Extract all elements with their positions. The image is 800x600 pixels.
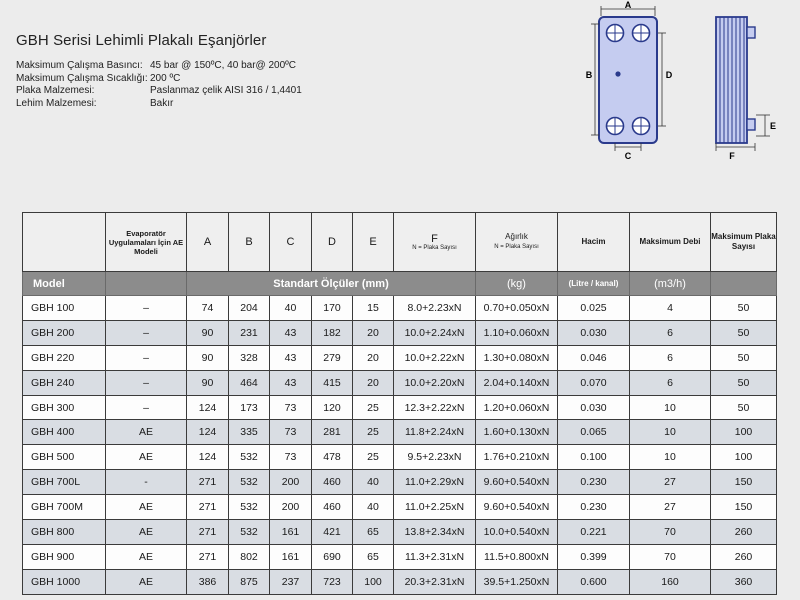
cell-f: 11.0+2.29xN	[394, 470, 476, 495]
table-row	[23, 420, 777, 445]
cell-d: 182	[312, 320, 353, 345]
header-b: B	[229, 213, 270, 272]
cell-c: 43	[270, 345, 312, 370]
cell-max-flow: 6	[630, 370, 711, 395]
cell-evaporator: AE	[106, 520, 187, 545]
spec-label: Plaka Malzemesi:	[16, 85, 95, 96]
cell-max-plates: 100	[711, 445, 777, 470]
cell-a: 74	[187, 296, 229, 321]
cell-d: 279	[312, 345, 353, 370]
cell-weight: 2.04+0.140xN	[476, 370, 558, 395]
cell-d: 460	[312, 470, 353, 495]
cell-max-plates: 50	[711, 370, 777, 395]
cell-model: GBH 500	[23, 445, 106, 470]
cell-model: GBH 220	[23, 345, 106, 370]
table-row	[23, 395, 777, 420]
cell-c: 73	[270, 445, 312, 470]
spec-row-pressure	[16, 60, 302, 73]
cell-evaporator: –	[106, 320, 187, 345]
cell-weight: 39.5+1.250xN	[476, 569, 558, 594]
cell-e: 20	[353, 345, 394, 370]
table-row	[23, 470, 777, 495]
cell-f: 9.5+2.23xN	[394, 445, 476, 470]
header-f	[394, 213, 476, 272]
cell-weight: 0.70+0.050xN	[476, 296, 558, 321]
cell-f: 11.0+2.25xN	[394, 495, 476, 520]
cell-weight: 11.5+0.800xN	[476, 544, 558, 569]
spec-value: 45 bar @ 150ºC, 40 bar@ 200ºC	[150, 60, 297, 71]
header-weight-note: N = Plaka Sayısı	[494, 244, 539, 250]
cell-c: 161	[270, 544, 312, 569]
header-weight-label: Ağırlık	[505, 232, 528, 241]
front-view	[586, 0, 673, 161]
cell-volume: 0.070	[558, 370, 630, 395]
cell-a: 271	[187, 495, 229, 520]
cell-weight: 9.60+0.540xN	[476, 470, 558, 495]
cell-f: 10.0+2.24xN	[394, 320, 476, 345]
cell-a: 271	[187, 544, 229, 569]
cell-evaporator: –	[106, 395, 187, 420]
cell-evaporator: –	[106, 345, 187, 370]
cell-max-plates: 100	[711, 420, 777, 445]
cell-d: 460	[312, 495, 353, 520]
cell-evaporator: AE	[106, 495, 187, 520]
table-row	[23, 445, 777, 470]
center-dot	[615, 71, 620, 76]
subheader-volume-unit: (Litre / kanal)	[558, 272, 630, 296]
header-max-flow: Maksimum Debi	[630, 213, 711, 272]
cell-d: 478	[312, 445, 353, 470]
connection-bottom	[747, 119, 755, 130]
cell-e: 100	[353, 569, 394, 594]
cell-b: 173	[229, 395, 270, 420]
cell-d: 415	[312, 370, 353, 395]
cell-c: 200	[270, 495, 312, 520]
cell-volume: 0.221	[558, 520, 630, 545]
cell-e: 25	[353, 420, 394, 445]
header-max-plates: Maksimum Plaka Sayısı	[711, 213, 777, 272]
cell-f: 8.0+2.23xN	[394, 296, 476, 321]
cell-volume: 0.025	[558, 296, 630, 321]
cell-max-flow: 4	[630, 296, 711, 321]
cell-volume: 0.030	[558, 320, 630, 345]
dimension-d-label: D	[665, 70, 673, 80]
cell-e: 20	[353, 320, 394, 345]
cell-evaporator: AE	[106, 569, 187, 594]
table-row	[23, 569, 777, 594]
cell-c: 237	[270, 569, 312, 594]
cell-max-flow: 27	[630, 470, 711, 495]
cell-b: 875	[229, 569, 270, 594]
cell-f: 10.0+2.22xN	[394, 345, 476, 370]
cell-weight: 1.76+0.210xN	[476, 445, 558, 470]
header-f-label: F	[431, 233, 438, 245]
table-body	[23, 296, 777, 595]
table-row	[23, 495, 777, 520]
cell-b: 532	[229, 520, 270, 545]
cell-max-plates: 360	[711, 569, 777, 594]
cell-max-plates: 50	[711, 345, 777, 370]
cell-a: 271	[187, 520, 229, 545]
cell-b: 335	[229, 420, 270, 445]
cell-b: 802	[229, 544, 270, 569]
dimension-f-label: F	[729, 151, 735, 161]
cell-model: GBH 700L	[23, 470, 106, 495]
cell-max-flow: 70	[630, 520, 711, 545]
spec-label: Maksimum Çalışma Sıcaklığı:	[16, 72, 148, 84]
cell-f: 11.3+2.31xN	[394, 544, 476, 569]
cell-volume: 0.230	[558, 495, 630, 520]
page-title: GBH Serisi Lehimli Plakalı Eşanjörler	[16, 32, 267, 49]
cell-max-flow: 10	[630, 445, 711, 470]
cell-c: 43	[270, 370, 312, 395]
cell-c: 40	[270, 296, 312, 321]
cell-volume: 0.046	[558, 345, 630, 370]
subheader-kg: (kg)	[476, 272, 558, 296]
spec-label: Lehim Malzemesi:	[16, 97, 97, 109]
spec-value: 200 ºC	[150, 72, 181, 84]
cell-a: 124	[187, 395, 229, 420]
dimension-b-label: B	[585, 70, 593, 80]
table-row	[23, 345, 777, 370]
cell-e: 40	[353, 495, 394, 520]
header-c: C	[270, 213, 312, 272]
cell-b: 532	[229, 445, 270, 470]
cell-volume: 0.100	[558, 445, 630, 470]
cell-d: 723	[312, 569, 353, 594]
cell-max-plates: 50	[711, 296, 777, 321]
spec-list	[16, 60, 302, 110]
cell-d: 170	[312, 296, 353, 321]
spec-row-brazing-material	[16, 98, 302, 111]
cell-max-flow: 10	[630, 420, 711, 445]
cell-evaporator: AE	[106, 544, 187, 569]
table-row	[23, 296, 777, 321]
header-e: E	[353, 213, 394, 272]
subheader-blank-2	[711, 272, 777, 296]
cell-e: 15	[353, 296, 394, 321]
cell-max-flow: 160	[630, 569, 711, 594]
cell-c: 73	[270, 420, 312, 445]
cell-evaporator: -	[106, 470, 187, 495]
cell-weight: 1.30+0.080xN	[476, 345, 558, 370]
cell-max-plates: 260	[711, 520, 777, 545]
cell-model: GBH 240	[23, 370, 106, 395]
cell-f: 13.8+2.34xN	[394, 520, 476, 545]
cell-c: 200	[270, 470, 312, 495]
cell-weight: 1.10+0.060xN	[476, 320, 558, 345]
cell-e: 25	[353, 395, 394, 420]
table-subheader-row	[23, 272, 777, 296]
spec-table	[22, 212, 777, 595]
header-weight	[476, 213, 558, 272]
cell-max-flow: 27	[630, 495, 711, 520]
cell-d: 281	[312, 420, 353, 445]
cell-a: 271	[187, 470, 229, 495]
spec-value: Bakır	[150, 97, 174, 109]
spec-row-plate-material	[16, 85, 302, 98]
header-volume: Hacim	[558, 213, 630, 272]
cell-model: GBH 700M	[23, 495, 106, 520]
cell-e: 40	[353, 470, 394, 495]
cell-max-flow: 70	[630, 544, 711, 569]
cell-max-plates: 150	[711, 470, 777, 495]
cell-model: GBH 100	[23, 296, 106, 321]
cell-f: 11.8+2.24xN	[394, 420, 476, 445]
cell-max-flow: 6	[630, 345, 711, 370]
cell-model: GBH 400	[23, 420, 106, 445]
cell-b: 231	[229, 320, 270, 345]
cell-a: 90	[187, 370, 229, 395]
cell-max-plates: 50	[711, 320, 777, 345]
header-evaporator: Evaporatör Uygulamaları İçin AE Modeli	[106, 213, 187, 272]
cell-weight: 9.60+0.540xN	[476, 495, 558, 520]
cell-model: GBH 800	[23, 520, 106, 545]
dimension-e-label: E	[769, 121, 777, 131]
cell-c: 161	[270, 520, 312, 545]
table-row	[23, 520, 777, 545]
cell-max-plates: 260	[711, 544, 777, 569]
cell-max-flow: 6	[630, 320, 711, 345]
spec-row-temperature	[16, 73, 302, 86]
subheader-blank	[106, 272, 187, 296]
cell-a: 90	[187, 345, 229, 370]
cell-c: 73	[270, 395, 312, 420]
header-f-note: N = Plaka Sayısı	[412, 245, 457, 251]
cell-b: 532	[229, 470, 270, 495]
side-view	[716, 17, 776, 161]
cell-e: 65	[353, 520, 394, 545]
cell-b: 532	[229, 495, 270, 520]
cell-d: 120	[312, 395, 353, 420]
connection-top	[747, 27, 755, 38]
cell-evaporator: –	[106, 370, 187, 395]
cell-e: 20	[353, 370, 394, 395]
cell-weight: 10.0+0.540xN	[476, 520, 558, 545]
cell-max-plates: 50	[711, 395, 777, 420]
table-row	[23, 370, 777, 395]
cell-b: 328	[229, 345, 270, 370]
spec-label: Maksimum Çalışma Basıncı:	[16, 60, 143, 71]
cell-b: 464	[229, 370, 270, 395]
cell-a: 124	[187, 445, 229, 470]
cell-volume: 0.230	[558, 470, 630, 495]
cell-weight: 1.60+0.130xN	[476, 420, 558, 445]
subheader-model: Model	[23, 272, 106, 296]
cell-volume: 0.600	[558, 569, 630, 594]
subheader-dimensions: Standart Ölçüler (mm)	[187, 272, 476, 296]
cell-a: 90	[187, 320, 229, 345]
cell-d: 690	[312, 544, 353, 569]
header-a: A	[187, 213, 229, 272]
heat-exchanger-diagram	[575, 0, 800, 165]
cell-max-flow: 10	[630, 395, 711, 420]
cell-volume: 0.030	[558, 395, 630, 420]
spec-value: Paslanmaz çelik AISI 316 / 1,4401	[150, 85, 302, 96]
table-header-row	[23, 213, 777, 272]
table-row	[23, 544, 777, 569]
cell-evaporator: AE	[106, 420, 187, 445]
cell-f: 10.0+2.20xN	[394, 370, 476, 395]
cell-e: 25	[353, 445, 394, 470]
cell-model: GBH 200	[23, 320, 106, 345]
cell-b: 204	[229, 296, 270, 321]
subheader-flow-unit: (m3/h)	[630, 272, 711, 296]
header-blank	[23, 213, 106, 272]
header-d: D	[312, 213, 353, 272]
cell-d: 421	[312, 520, 353, 545]
cell-volume: 0.399	[558, 544, 630, 569]
cell-f: 12.3+2.22xN	[394, 395, 476, 420]
dimension-a-label: A	[624, 0, 632, 10]
dimension-c-label: C	[624, 151, 632, 161]
cell-evaporator: AE	[106, 445, 187, 470]
cell-f: 20.3+2.31xN	[394, 569, 476, 594]
cell-weight: 1.20+0.060xN	[476, 395, 558, 420]
cell-max-plates: 150	[711, 495, 777, 520]
cell-a: 386	[187, 569, 229, 594]
table-row	[23, 320, 777, 345]
cell-volume: 0.065	[558, 420, 630, 445]
cell-e: 65	[353, 544, 394, 569]
cell-model: GBH 300	[23, 395, 106, 420]
cell-model: GBH 900	[23, 544, 106, 569]
cell-model: GBH 1000	[23, 569, 106, 594]
cell-a: 124	[187, 420, 229, 445]
cell-c: 43	[270, 320, 312, 345]
cell-evaporator: –	[106, 296, 187, 321]
